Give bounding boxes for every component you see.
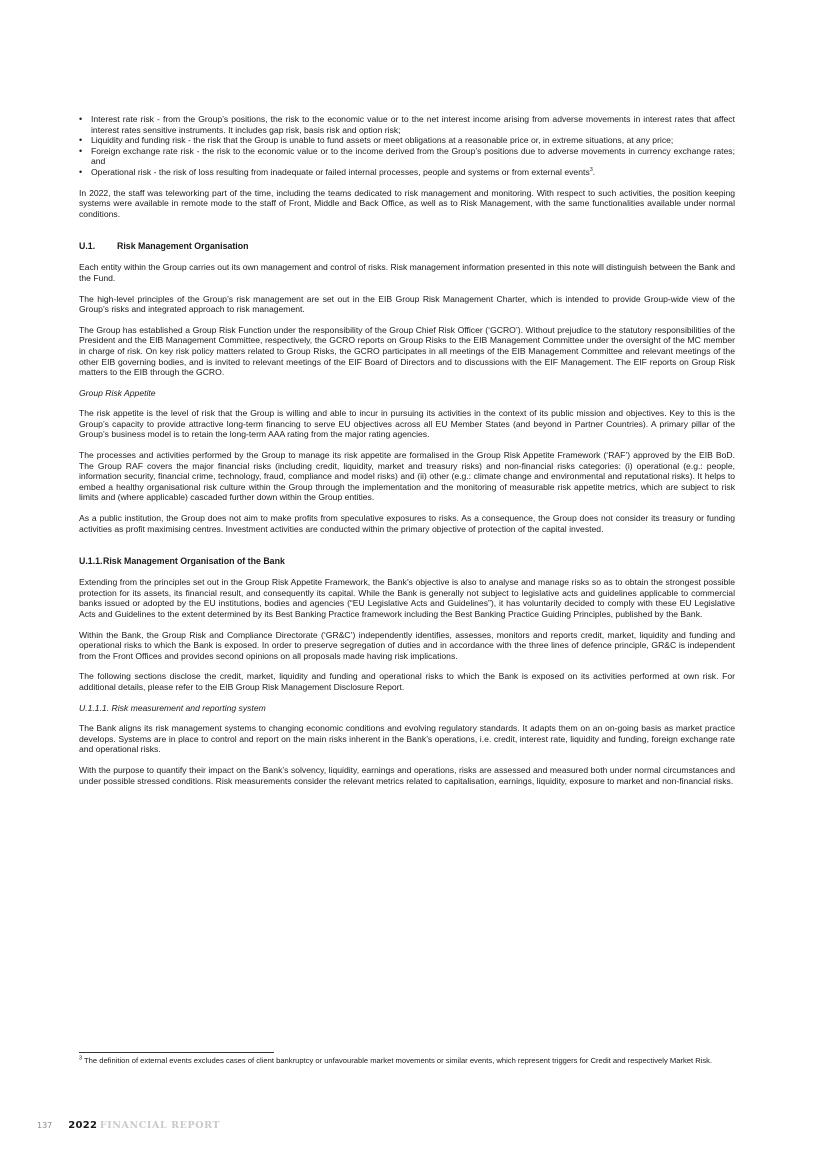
footnote bbox=[79, 1056, 735, 1066]
section-heading-u1 bbox=[79, 241, 735, 252]
section-number: U.1.1. bbox=[79, 556, 103, 567]
page-footer bbox=[37, 1120, 220, 1131]
section-title: Risk Management Organisation bbox=[117, 241, 249, 252]
paragraph: Within the Bank, the Group Risk and Compliance Directorate (‘GR&C’) independently identifies, assesses, monitors and reports credit, market, liquidity and funding and operational risks to which the Bank is exposed. In order to preserve segregation of duties and in accordance with the three lines of defence principle, GR&C is independent from the Front Offices and provides second opinions on all proposals made having risk implications. bbox=[79, 629, 735, 661]
paragraph: The risk appetite is the level of risk that the Group is willing and able to incur in pursuing its activities in the context of its public mission and objectives. Key to this is the Group’s capacity to provide attractive long-term financing to serve EU objectives across all EU Member States (and beyond in Partner Countries). A primary pillar of the Group’s business model is to retain the long-term AAA rating from the major rating agencies. bbox=[79, 408, 735, 440]
footnote-reference[interactable]: 3 bbox=[589, 167, 593, 174]
footnote-divider bbox=[79, 1052, 274, 1053]
paragraph: As a public institution, the Group does not aim to make profits from speculative exposures to risks. As a consequence, the Group does not consider its treasury or funding activities as profit maximising centres. Investment activities are conducted within the primary objective of protection of the capital invested. bbox=[79, 513, 735, 534]
intro-paragraph: In 2022, the staff was teleworking part of the time, including the teams dedicated to risk management and monitoring. With respect to such activities, the position keeping systems were available in remote mode to the staff of Front, Middle and Back Office, as well as to Risk Management, with the same functionalities available under normal conditions. bbox=[79, 187, 735, 219]
report-year: 2022 bbox=[68, 1120, 98, 1131]
list-item: • Foreign exchange rate risk - the risk to the economic value or to the income derived from the Group’s positions due to adverse movements in currency exchange rates; and bbox=[91, 146, 735, 167]
paragraph: Each entity within the Group carries out its own management and control of risks. Risk management information presented in this note will distinguish between the Bank and the Fund. bbox=[79, 262, 735, 283]
risk-type-list bbox=[79, 114, 735, 178]
paragraph: The processes and activities performed by the Group to manage its risk appetite are formalised in the Group Risk Appetite Framework (‘RAF’) approved by the EIB BoD. The Group RAF covers the major financial risks (including credit, liquidity, market and treasury risks) and non-financial risks categories: (i) operational (e.g.: people, information security, financial crime, technology, fraud, compliance and model risks) and (ii) other (e.g.: climate change and environmental and reputational risks). It helps to embed a healthy organisational risk culture within the Group through the implementation and the monitoring of measurable risk appetite metrics, which are subject to risk limits and (where applicable) cascaded further down within the Group entities. bbox=[79, 450, 735, 503]
list-item: • Operational risk - the risk of loss resulting from inadequate or failed internal processes, people and systems or from external events$^3$. bbox=[91, 167, 735, 178]
section-number: U.1. bbox=[79, 241, 96, 252]
section-heading-u11 bbox=[79, 556, 735, 567]
section-title: Risk Management Organisation of the Bank bbox=[103, 556, 285, 567]
page-number: 137 bbox=[37, 1121, 53, 1130]
paragraph: The Bank aligns its risk management systems to changing economic conditions and evolving regulatory standards. It adapts them on an on-going basis as market practice develops. Systems are in place to control and report on the main risks inherent in the Bank’s operations, i.e. credit, interest rate, liquidity and funding, foreign exchange rate and operational risks. bbox=[79, 723, 735, 755]
paragraph: The Group has established a Group Risk Function under the responsibility of the Group Chief Risk Officer (‘GCRO’). Without prejudice to the statutory responsibilities of the President and the EIB Management Committee, respectively, the GCRO reports on Group Risks to the EIB Management Committee under the oversight of the MC member in charge of risk. On key risk policy matters related to Group Risks, the GCRO participates in all meetings of the EIB Management Committee and relevant meetings of the other EIB governing bodies, and is invited to relevant meetings of the EIF Board of Directors and to discussions with the EIF Management. The EIF reports on Group Risk matters to the EIB through the GCRO. bbox=[79, 324, 735, 378]
paragraph: The high-level principles of the Group’s risk management are set out in the EIB Group Risk Management Charter, which is intended to provide Group-wide view of the Group’s risks and integrated approach to risk management. bbox=[79, 293, 735, 315]
list-item: • Interest rate risk - from the Group’s positions, the risk to the economic value or to the net interest income arising from adverse movements in interest rates that affect interest rates sensitive instruments. It includes gap risk, basis risk and option risk; bbox=[91, 114, 735, 135]
footnote-marker: 3 bbox=[79, 1055, 83, 1062]
page-body bbox=[79, 114, 735, 796]
subheading-group-risk-appetite: Group Risk Appetite bbox=[79, 387, 156, 398]
list-item: • Liquidity and funding risk - the risk that the Group is unable to fund assets or meet obligations at a reasonable price or, in extreme situations, at any price; bbox=[91, 135, 735, 146]
report-title: FINANCIAL REPORT bbox=[99, 1120, 221, 1131]
footnote-text: The definition of external events excludes cases of client bankruptcy or unfavourable market movements or similar events, which represent triggers for Credit and respectively Market Risk. bbox=[82, 1056, 713, 1065]
paragraph: With the purpose to quantify their impact on the Bank’s solvency, liquidity, earnings and operations, risks are assessed and measured both under normal circumstances and under possible stressed conditions. Risk measurements consider the relevant metrics related to capitalisation, earnings, liquidity, exposure to market and non-financial risks. bbox=[79, 764, 735, 786]
subheading-risk-measurement: U.1.1.1. Risk measurement and reporting system bbox=[79, 702, 266, 713]
paragraph: Extending from the principles set out in the Group Risk Appetite Framework, the Bank’s objective is also to analyse and manage risks so as to obtain the strongest possible protection for its assets, its financial result, and consequently its capital. While the Bank is generally not subject to legislative acts and guidelines applicable to commercial banks issued or adopted by the EU institutions, bodies and agencies (“EU Legislative Acts and Guidelines”), it has voluntarily decided to comply with these EU Legislative Acts and Guidelines to the extent determined by its Best Banking Practice framework including the Best Banking Practice Guiding Principles, published by the Bank. bbox=[79, 577, 735, 619]
paragraph: The following sections disclose the credit, market, liquidity and funding and operational risks to which the Bank is exposed on its activities performed at own risk. For additional details, please refer to the EIB Group Risk Management Disclosure Report. bbox=[79, 671, 735, 692]
